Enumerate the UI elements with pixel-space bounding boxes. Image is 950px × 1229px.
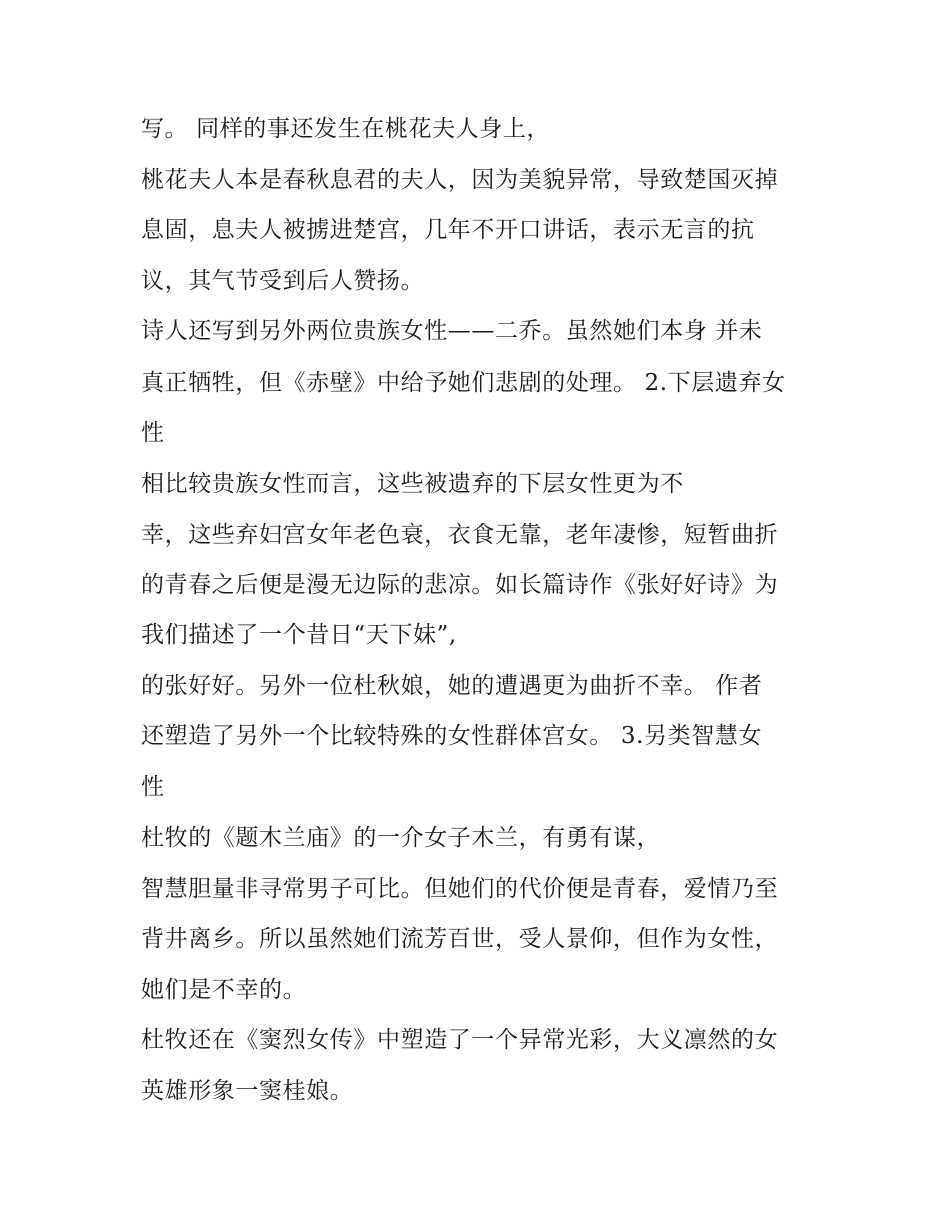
text-line: 相比较贵族女性而言，这些被遗弃的下层女性更为不 [141, 471, 684, 497]
text-line: 桃花夫人本是春秋息君的夫人，因为美貌异常，导致楚国灭掉 [141, 167, 779, 193]
text-line: 幸，这些弃妇宫女年老色衰，衣食无靠，老年凄惨，短暂曲折 [141, 522, 779, 548]
text-line: 智慧胆量非寻常男子可比。但她们的代价便是青春，爱情乃至 [141, 876, 779, 902]
text-line: 议，其气节受到后人赞扬。 [141, 268, 425, 294]
text-line: 息固，息夫人被掳进楚宫，几年不开口讲话，表示无言的抗 [141, 217, 755, 243]
text-line: 杜牧还在《窦烈女传》中塑造了一个异常光彩，大义凛然的女 [141, 1027, 779, 1053]
text-line: 的张好好。另外一位杜秋娘，她的遭遇更为曲折不幸。 作者 [141, 673, 763, 699]
text-line: 我们描述了一个昔日“天下妹”, [141, 622, 457, 648]
text-line: 杜牧的《题木兰庙》的一介女子木兰，有勇有谋， [141, 825, 661, 851]
text-line: 的青春之后便是漫无边际的悲凉。如长篇诗作《张好好诗》为 [141, 572, 779, 598]
text-line: 写。 同样的事还发生在桃花夫人身上， [141, 116, 551, 142]
text-line: 性 [141, 420, 165, 446]
text-line: 背井离乡。所以虽然她们流芳百世，受人景仰，但作为女性， [141, 926, 779, 952]
text-line: 诗人还写到另外两位贵族女性——二乔。虽然她们本身 并未 [141, 318, 763, 344]
text-line: 还塑造了另外一个比较特殊的女性群体宫女。 3.另类智慧女 [141, 723, 763, 749]
text-line: 英雄形象一窦桂娘。 [141, 1078, 354, 1104]
text-line: 她们是不幸的。 [141, 977, 307, 1003]
text-line: 性 [141, 774, 165, 800]
text-line: 真正牺牲，但《赤壁》中给予她们悲剧的处理。 2.下层遗弃女 [141, 370, 786, 396]
